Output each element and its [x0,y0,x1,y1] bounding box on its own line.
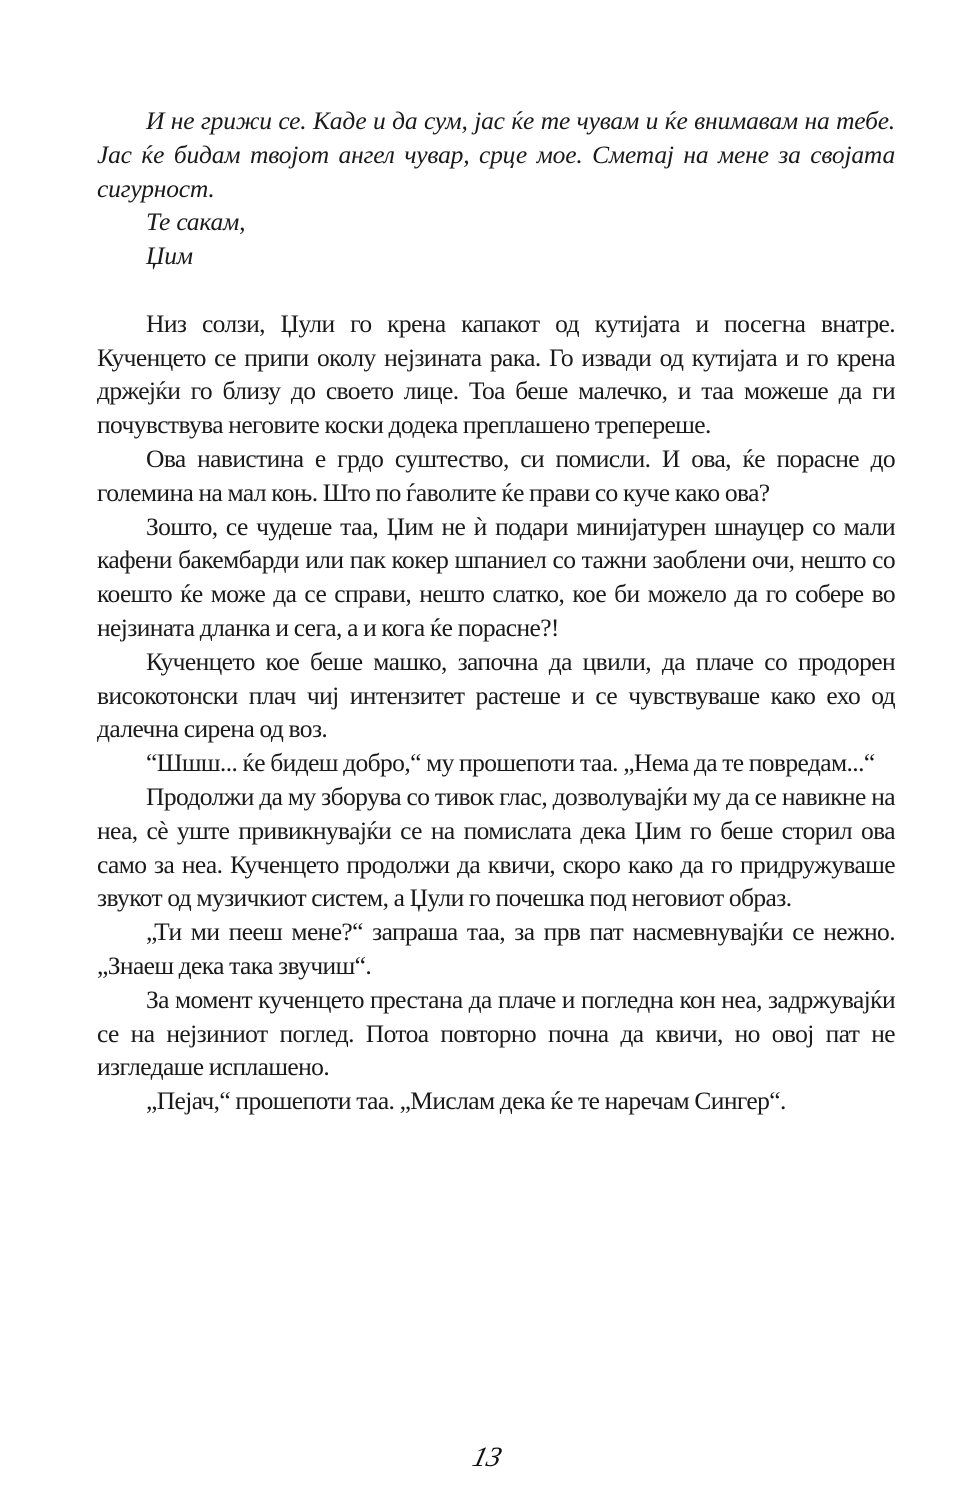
paragraph: “Шшш... ќе бидеш добро,“ му прошепоти таа. „Нема да те повредам...“ [146,748,875,778]
page-number: 13 [469,1442,505,1473]
letter-paragraph: И не грижи се. Каде и да сум, јас ќе те чувам и ќе внимавам на тебе. Јас ќе бидам твојот ангел чувар, срце мое. Сметај на мене за својата сигурност. [97,106,895,203]
letter-signature: Џим [146,241,193,271]
letter-block [97,104,895,273]
body-text [97,307,895,1118]
paragraph: Кученцето кое беше машко, започна да цвили, да плаче со продорен високотонски плач чиј интензитет растеше и се чувствуваше како ехо од далечна сирена од воз. [97,646,895,744]
paragraph: Низ солзи, Џули го крена капакот од кутијата и посегна внатре. Кученцето се припи околу нејзината рака. Го извади од кутијата и го крена држејќи го близу до своето лице. Тоа беше малечко, и таа можеше да ги почувствува неговите коски додека преплашено трепереше. [97,308,895,440]
paragraph: Продолжи да му зборува со тивок глас, дозволувајќи му да се навикне на неа, сѐ уште привикнувајќи се на помислата дека Џим го беше сторил ова само за неа. Кученцето продолжи да квичи, скоро како да го придружуваше звукот од музичкиот систем, а Џули го почешка под неговиот образ. [97,781,895,913]
paragraph: „Пејач,“ прошепоти таа. „Мислам дека ќе те наречам Сингер“. [146,1086,786,1116]
paragraph: За момент кученцето престана да плаче и погледна кон неа, задржувајќи се на нејзиниот поглед. Потоа повторно почна да квичи, но овој пат не изгледаше исплашено. [97,984,895,1082]
letter-closing: Те сакам, [146,207,246,237]
paragraph: Зошто, се чудеше таа, Џим не ѝ подари минијатурен шнауцер со мали кафени бакембарди или пак кокер шпаниел со тажни заоблени очи, нешто со коешто ќе може да се справи, нешто слатко, кое би можело да го собере во нејзината дланка и сега, а и кога ќе порасне?! [97,511,895,642]
book-page [97,104,895,1118]
paragraph: Ова навистина е грдо суштество, си помисли. И ова, ќе порасне до големина на мал коњ. Што по ѓаволите ќе прави со куче како ова? [97,443,895,507]
paragraph: „Ти ми пееш мене?“ запраша таа, за прв пат насмевнувајќи се нежно. „Знаеш дека така звучиш“. [97,917,895,980]
